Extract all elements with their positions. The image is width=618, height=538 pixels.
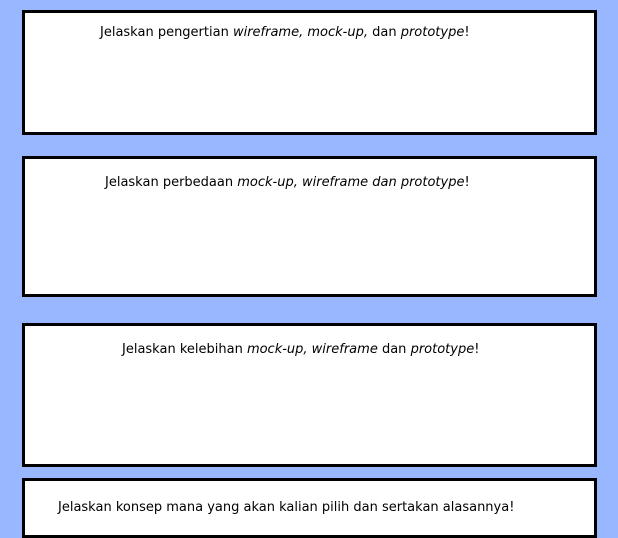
question-3-text-italic: prototype [410, 342, 475, 357]
question-2-text-plain: ! [464, 175, 470, 190]
question-2-text-plain: Jelaskan perbedaan [105, 175, 238, 190]
question-3-text-plain: Jelaskan kelebihan [122, 342, 247, 357]
question-3-text-italic: mock-up, wireframe [246, 342, 378, 357]
question-box-1 [22, 10, 597, 135]
question-1-text-italic: wireframe, mock-up, [232, 25, 368, 40]
question-text-3 [122, 342, 479, 358]
question-3-text-plain: dan [377, 342, 411, 357]
question-box-4 [22, 478, 597, 538]
question-box-2 [22, 156, 597, 297]
question-1-text-plain: ! [464, 25, 470, 40]
question-text-2 [105, 175, 470, 191]
question-2-text-italic: mock-up, wireframe dan prototype [237, 175, 465, 190]
question-text-1 [100, 25, 470, 41]
question-box-3 [22, 323, 597, 467]
question-1-text-plain: dan [367, 25, 401, 40]
question-1-text-plain: Jelaskan pengertian [100, 25, 233, 40]
question-3-text-plain: ! [474, 342, 480, 357]
question-4-text-plain: Jelaskan konsep mana yang akan kalian pilih dan sertakan alasannya! [58, 500, 515, 515]
question-text-4 [58, 500, 514, 516]
question-1-text-italic: prototype [400, 25, 465, 40]
